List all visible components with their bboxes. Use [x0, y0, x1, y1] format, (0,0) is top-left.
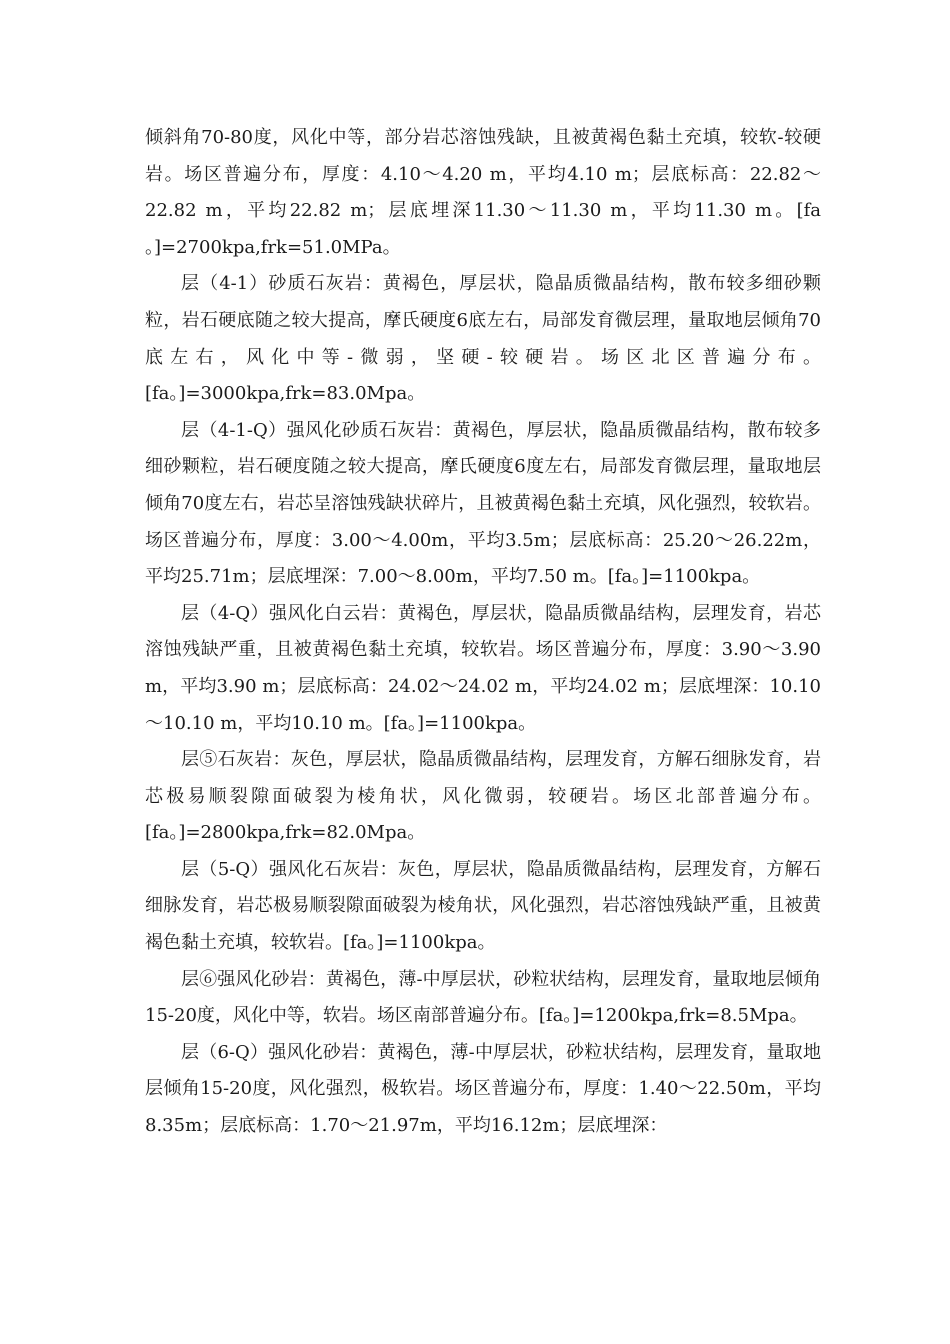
paragraph-layer-6-q: 层（6-Q）强风化砂岩：黄褐色，薄-中厚层状，砂粒状结构，层理发育，量取地层倾角15-20度，风化强烈，极软岩。场区普遍分布，厚度：1.40～22.50m，平均8.35m；层底标高：1.70～21.97m，平均16.12m；层底埋深： [145, 1041, 821, 1137]
body-text [145, 120, 821, 1145]
paragraph-layer-5: 层⑤石灰岩：灰色，厚层状，隐晶质微晶结构，层理发育，方解石细脉发育，岩芯极易顺裂隙面破裂为棱角状，风化微弱，较硬岩。场区北部普遍分布。[fa。]=2800kpa,frk=82.0Mpa。 [145, 749, 821, 844]
paragraph-layer-4-1-q: 层（4-1-Q）强风化砂质石灰岩：黄褐色，厚层状，隐晶质微晶结构，散布较多细砂颗粒，岩石硬度随之较大提高，摩氏硬度6度左右，局部发育微层理，量取地层倾角70度左右，岩芯呈溶蚀残缺状碎片，且被黄褐色黏土充填，风化强烈，较软岩。场区普遍分布，厚度：3.00～4.00m，平均3.5m；层底标高：25.20～26.22m，平均25.71m；层底埋深：7.00～8.00m，平均7.50 m。[fa。]=1100kpa。 [145, 419, 821, 588]
paragraph-layer-4-q: 层（4-Q）强风化白云岩：黄褐色，厚层状，隐晶质微晶结构，层理发育，岩芯溶蚀残缺严重，且被黄褐色黏土充填，较软岩。场区普遍分布，厚度：3.90～3.90 m，平均3.90 m；层底标高：24.02～24.02 m，平均24.02 m；层底埋深：10.10～10.10 m，平均10.10 m。[fa。]=1100kpa。 [145, 602, 821, 734]
paragraph-layer-5-q: 层（5-Q）强风化石灰岩：灰色，厚层状，隐晶质微晶结构，层理发育，方解石细脉发育，岩芯极易顺裂隙面破裂为棱角状，风化强烈，岩芯溶蚀残缺严重，且被黄褐色黏土充填，较软岩。[fa。]=1100kpa。 [145, 858, 821, 954]
paragraph-layer-4-1: 层（4-1）砂质石灰岩：黄褐色，厚层状，隐晶质微晶结构，散布较多细砂颗粒，岩石硬底随之较大提高，摩氏硬度6底左右，局部发育微层理，量取地层倾角70底左右，风化中等-微弱，坚硬-较硬岩。场区北区普遍分布。[fa。]=3000kpa,frk=83.0Mpa。 [145, 273, 821, 405]
paragraph-layer-6: 层⑥强风化砂岩：黄褐色，薄-中厚层状，砂粒状结构，层理发育，量取地层倾角15-20度，风化中等，软岩。场区南部普遍分布。[fa。]=1200kpa,frk=8.5Mpa。 [145, 968, 821, 1027]
paragraph-continued: 倾斜角70-80度，风化中等，部分岩芯溶蚀残缺，且被黄褐色黏土充填，较软-较硬岩。场区普遍分布，厚度：4.10～4.20 m，平均4.10 m；层底标高：22.82～22.82 m，平均22.82 m；层底埋深11.30～11.30 m，平均11.30 m。[fa 。]=2700kpa,frk=51.0MPa。 [145, 127, 821, 258]
